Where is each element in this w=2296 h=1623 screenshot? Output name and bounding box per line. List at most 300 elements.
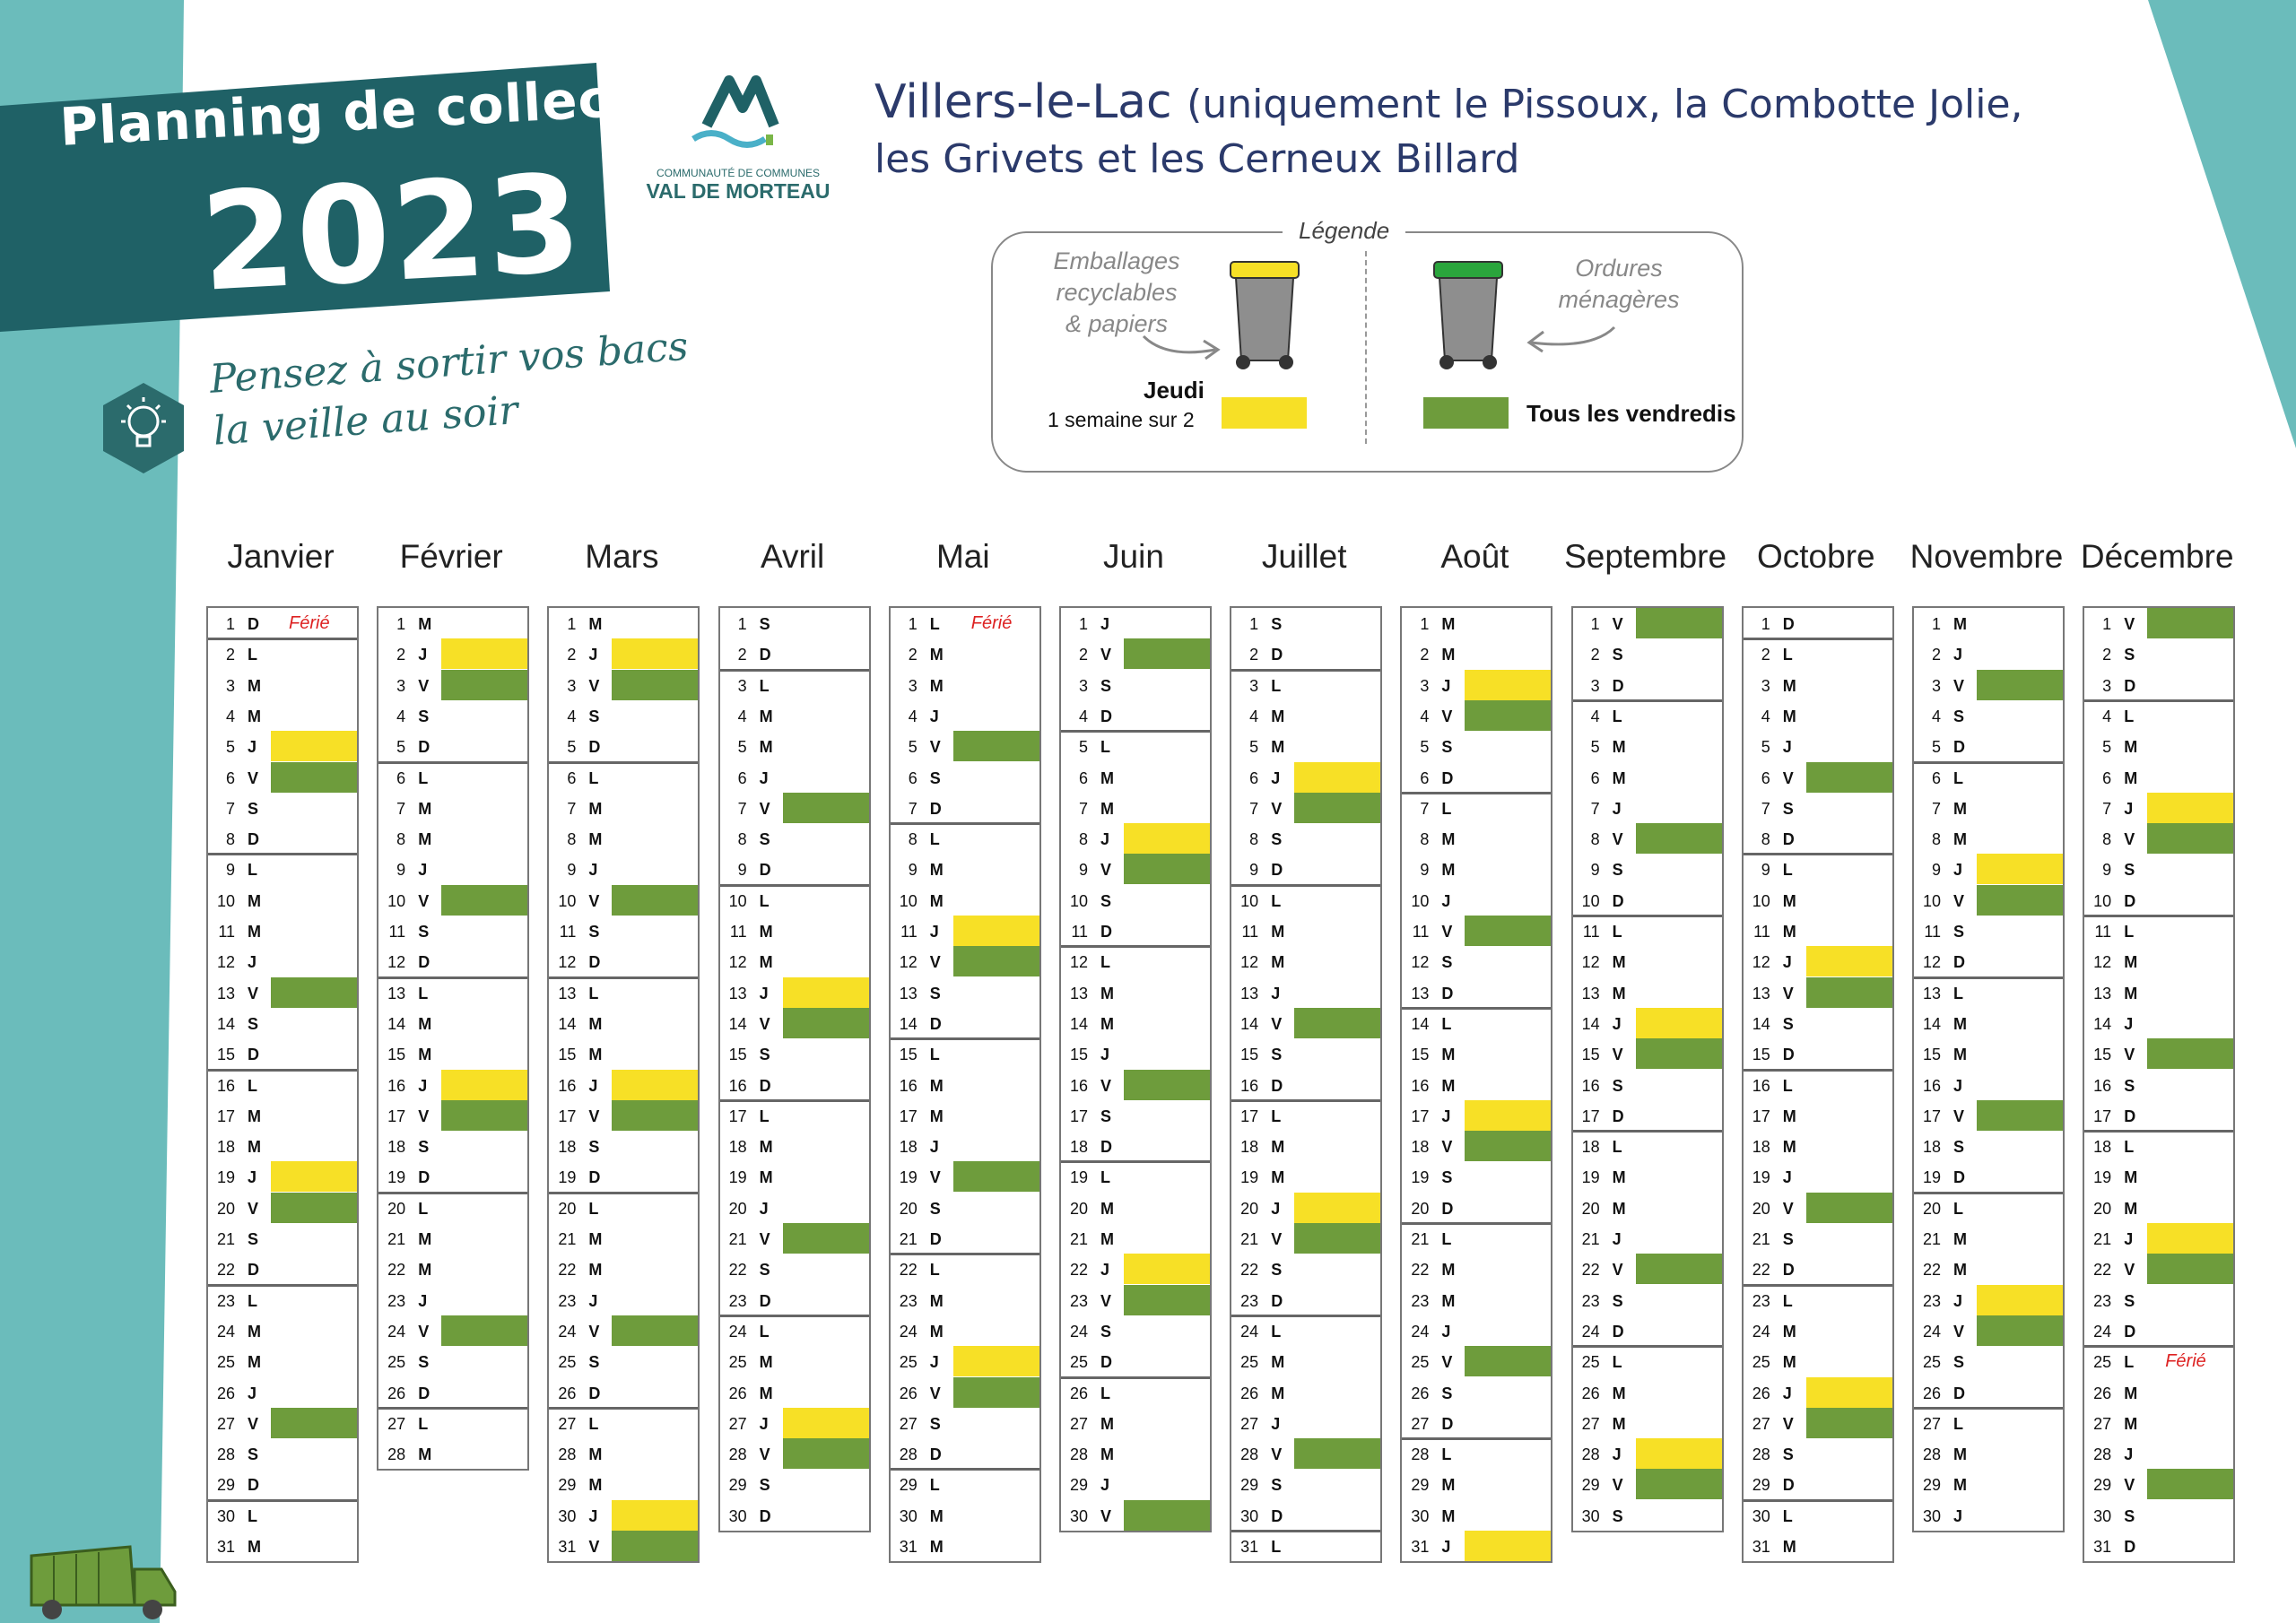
day-row bbox=[378, 1008, 527, 1038]
day-letter: D bbox=[1782, 1261, 1795, 1280]
day-letter: M bbox=[248, 891, 261, 910]
day-row bbox=[2084, 916, 2233, 946]
household-collection-mark bbox=[2147, 1254, 2233, 1284]
day-number: 22 bbox=[216, 1261, 235, 1280]
legend-divider bbox=[1365, 251, 1367, 444]
day-number: 28 bbox=[1411, 1445, 1430, 1464]
day-row bbox=[1402, 1377, 1551, 1408]
day-letter: S bbox=[1271, 1476, 1283, 1495]
day-row bbox=[378, 793, 527, 823]
holiday-label: Férié bbox=[289, 613, 330, 633]
day-letter: M bbox=[1100, 1014, 1114, 1033]
day-letter: J bbox=[759, 1414, 769, 1433]
household-collection-mark bbox=[1806, 1193, 1892, 1223]
day-row bbox=[720, 793, 869, 823]
day-number: 15 bbox=[728, 1046, 747, 1064]
month-name: Mai bbox=[935, 538, 990, 575]
day-letter: M bbox=[1782, 1138, 1796, 1157]
day-row bbox=[208, 916, 357, 946]
day-number: 29 bbox=[1581, 1476, 1600, 1495]
day-number: 3 bbox=[1420, 676, 1430, 695]
day-letter: D bbox=[1782, 1476, 1795, 1495]
day-letter: D bbox=[1100, 1353, 1112, 1372]
day-letter: J bbox=[1612, 1230, 1622, 1248]
day-row bbox=[1573, 1070, 1722, 1100]
day-letter: S bbox=[1441, 1168, 1453, 1187]
day-number: 2 bbox=[2102, 646, 2112, 664]
day-row bbox=[2084, 1285, 2233, 1315]
day-letter: M bbox=[1441, 1261, 1456, 1280]
day-row bbox=[891, 823, 1039, 854]
day-letter: J bbox=[1100, 615, 1110, 633]
day-number: 29 bbox=[1411, 1476, 1430, 1495]
day-row bbox=[720, 731, 869, 761]
day-row bbox=[1402, 1315, 1551, 1346]
day-number: 25 bbox=[387, 1353, 406, 1372]
day-number: 19 bbox=[1752, 1168, 1770, 1187]
household-label-1: Ordures bbox=[1575, 255, 1663, 282]
day-letter: V bbox=[929, 738, 941, 757]
day-number: 2 bbox=[908, 646, 918, 664]
household-collection-mark bbox=[271, 1193, 357, 1223]
day-letter: S bbox=[588, 707, 600, 725]
day-number: 1 bbox=[2102, 615, 2112, 633]
day-number: 30 bbox=[216, 1506, 235, 1525]
day-number: 21 bbox=[387, 1230, 406, 1248]
day-row bbox=[1744, 1408, 1892, 1438]
day-number: 26 bbox=[558, 1384, 577, 1402]
day-row bbox=[891, 1346, 1039, 1376]
day-row bbox=[1914, 762, 2063, 793]
day-number: 3 bbox=[1931, 676, 1941, 695]
yellow-day: Jeudi bbox=[1144, 377, 1205, 404]
day-number: 14 bbox=[2093, 1014, 2112, 1033]
day-number: 1 bbox=[737, 615, 747, 633]
day-letter: J bbox=[929, 707, 939, 725]
month-column bbox=[1059, 606, 1212, 1532]
day-letter: J bbox=[1100, 830, 1110, 849]
day-row bbox=[208, 946, 357, 976]
day-letter: J bbox=[248, 1384, 257, 1402]
day-number: 31 bbox=[1752, 1538, 1770, 1556]
day-number: 17 bbox=[1240, 1107, 1259, 1125]
day-letter: D bbox=[1782, 615, 1795, 633]
day-letter: S bbox=[1782, 799, 1794, 818]
day-letter: V bbox=[588, 1538, 600, 1556]
day-letter: J bbox=[1441, 1538, 1451, 1556]
day-letter: V bbox=[929, 1384, 941, 1402]
day-row bbox=[1231, 793, 1380, 823]
day-number: 18 bbox=[1069, 1138, 1088, 1157]
day-row bbox=[1061, 638, 1210, 669]
household-collection-mark bbox=[1977, 885, 2063, 916]
day-row bbox=[549, 977, 698, 1008]
day-row bbox=[1231, 1161, 1380, 1192]
day-letter: S bbox=[2124, 1291, 2135, 1310]
day-number: 15 bbox=[899, 1046, 918, 1064]
day-row bbox=[1914, 1008, 2063, 1038]
day-number: 8 bbox=[396, 830, 406, 849]
household-collection-mark bbox=[2147, 608, 2233, 638]
day-row bbox=[1061, 1100, 1210, 1131]
day-row bbox=[1061, 1438, 1210, 1469]
household-collection-mark bbox=[1465, 916, 1551, 946]
day-letter: M bbox=[1612, 1384, 1626, 1402]
day-letter: S bbox=[248, 799, 259, 818]
day-letter: D bbox=[1953, 738, 1965, 757]
day-number: 20 bbox=[728, 1199, 747, 1218]
day-row bbox=[720, 823, 869, 854]
yellow-frequency: 1 semaine sur 2 bbox=[1048, 408, 1195, 431]
day-row bbox=[891, 1038, 1039, 1069]
household-collection-mark bbox=[441, 1315, 527, 1346]
day-number: 22 bbox=[1411, 1261, 1430, 1280]
day-row bbox=[1402, 1469, 1551, 1499]
day-row bbox=[891, 1408, 1039, 1438]
day-number: 25 bbox=[1922, 1353, 1941, 1372]
day-row bbox=[378, 885, 527, 916]
day-letter: V bbox=[1100, 1076, 1112, 1095]
day-number: 7 bbox=[1078, 799, 1088, 818]
household-collection-mark bbox=[1636, 823, 1722, 854]
day-row bbox=[1231, 854, 1380, 884]
arrow-icon bbox=[1520, 323, 1619, 359]
day-letter: L bbox=[1441, 1230, 1452, 1248]
day-number: 30 bbox=[2093, 1506, 2112, 1525]
day-letter: M bbox=[929, 1107, 944, 1125]
day-letter: L bbox=[1782, 1076, 1793, 1095]
day-row bbox=[1573, 1223, 1722, 1254]
day-row bbox=[1231, 946, 1380, 976]
day-row bbox=[891, 916, 1039, 946]
day-number: 7 bbox=[2102, 799, 2112, 818]
day-letter: V bbox=[2124, 1261, 2135, 1280]
day-number: 15 bbox=[216, 1046, 235, 1064]
day-row bbox=[1402, 1531, 1551, 1561]
day-letter: S bbox=[1271, 615, 1283, 633]
day-number: 6 bbox=[396, 768, 406, 787]
day-number: 29 bbox=[1069, 1476, 1088, 1495]
day-number: 30 bbox=[1922, 1506, 1941, 1525]
day-row bbox=[1914, 731, 2063, 761]
day-row bbox=[549, 762, 698, 793]
day-letter: M bbox=[1441, 861, 1456, 880]
day-number: 22 bbox=[1240, 1261, 1259, 1280]
day-row bbox=[378, 731, 527, 761]
recycling-label-3: & papiers bbox=[1065, 310, 1169, 337]
day-letter: V bbox=[1782, 1199, 1794, 1218]
day-letter: S bbox=[1782, 1014, 1794, 1033]
day-row bbox=[1914, 1100, 2063, 1131]
day-row bbox=[891, 1131, 1039, 1161]
day-row bbox=[1231, 1377, 1380, 1408]
day-number: 23 bbox=[1240, 1291, 1259, 1310]
day-row bbox=[720, 1285, 869, 1315]
reminder-line-1: Pensez à sortir vos bacs bbox=[208, 323, 690, 403]
day-number: 20 bbox=[387, 1199, 406, 1218]
day-row bbox=[1061, 731, 1210, 761]
day-number: 3 bbox=[2102, 676, 2112, 695]
day-row bbox=[2084, 977, 2233, 1008]
day-letter: M bbox=[1782, 1538, 1796, 1556]
day-row bbox=[1744, 1531, 1892, 1561]
day-number: 23 bbox=[899, 1291, 918, 1310]
day-number: 25 bbox=[216, 1353, 235, 1372]
day-letter: M bbox=[588, 799, 603, 818]
day-number: 28 bbox=[216, 1445, 235, 1464]
day-number: 8 bbox=[2102, 830, 2112, 849]
day-letter: S bbox=[588, 1353, 600, 1372]
day-number: 22 bbox=[2093, 1261, 2112, 1280]
day-letter: V bbox=[1100, 1506, 1112, 1525]
day-row bbox=[1061, 793, 1210, 823]
day-row bbox=[1914, 885, 2063, 916]
day-number: 15 bbox=[1922, 1046, 1941, 1064]
day-number: 7 bbox=[1249, 799, 1259, 818]
day-number: 21 bbox=[1411, 1230, 1430, 1248]
day-number: 10 bbox=[1240, 891, 1259, 910]
day-number: 11 bbox=[729, 923, 747, 941]
day-row bbox=[1573, 1408, 1722, 1438]
day-row bbox=[1744, 638, 1892, 669]
day-row bbox=[1061, 1408, 1210, 1438]
day-number: 25 bbox=[2093, 1353, 2112, 1372]
day-letter: L bbox=[1612, 1138, 1622, 1157]
day-letter: M bbox=[1441, 1506, 1456, 1525]
day-row bbox=[2084, 700, 2233, 731]
day-letter: D bbox=[248, 1261, 259, 1280]
month-name: Mars bbox=[585, 538, 659, 575]
day-letter: V bbox=[1441, 707, 1453, 725]
day-row bbox=[1231, 608, 1380, 638]
day-number: 24 bbox=[1581, 1322, 1600, 1341]
household-collection-mark bbox=[2147, 1038, 2233, 1069]
day-row bbox=[720, 608, 869, 638]
day-letter: J bbox=[1953, 1291, 1963, 1310]
day-number: 2 bbox=[567, 646, 577, 664]
day-row bbox=[891, 1223, 1039, 1254]
day-row bbox=[720, 1469, 869, 1499]
day-row bbox=[720, 885, 869, 916]
day-row bbox=[1573, 885, 1722, 916]
day-number: 25 bbox=[1752, 1353, 1770, 1372]
day-number: 20 bbox=[1411, 1199, 1430, 1218]
day-letter: M bbox=[588, 1261, 603, 1280]
day-number: 22 bbox=[387, 1261, 406, 1280]
day-row bbox=[891, 793, 1039, 823]
day-row bbox=[1402, 700, 1551, 731]
day-number: 6 bbox=[1078, 768, 1088, 787]
day-number: 6 bbox=[225, 768, 235, 787]
day-number: 16 bbox=[1240, 1076, 1259, 1095]
day-number: 3 bbox=[1078, 676, 1088, 695]
day-row bbox=[1914, 1315, 2063, 1346]
day-number: 5 bbox=[908, 738, 918, 757]
household-collection-mark bbox=[1465, 700, 1551, 731]
day-number: 18 bbox=[728, 1138, 747, 1157]
day-number: 18 bbox=[216, 1138, 235, 1157]
day-row bbox=[378, 1315, 527, 1346]
day-row bbox=[720, 946, 869, 976]
day-number: 27 bbox=[1411, 1414, 1430, 1433]
day-number: 13 bbox=[1240, 984, 1259, 1002]
day-letter: D bbox=[759, 646, 771, 664]
day-row bbox=[378, 1070, 527, 1100]
day-number: 9 bbox=[1078, 861, 1088, 880]
day-row bbox=[1402, 1346, 1551, 1376]
day-row bbox=[1061, 700, 1210, 731]
day-letter: S bbox=[1100, 676, 1112, 695]
banner-title: Planning de collecte bbox=[58, 65, 674, 158]
household-collection-mark bbox=[612, 1315, 698, 1346]
day-row bbox=[1061, 977, 1210, 1008]
day-row bbox=[1744, 1377, 1892, 1408]
day-number: 26 bbox=[728, 1384, 747, 1402]
household-collection-mark bbox=[1294, 1008, 1380, 1038]
day-number: 31 bbox=[899, 1538, 918, 1556]
day-number: 24 bbox=[216, 1322, 235, 1341]
day-number: 28 bbox=[2093, 1445, 2112, 1464]
day-number: 22 bbox=[1922, 1261, 1941, 1280]
day-number: 30 bbox=[1411, 1506, 1430, 1525]
day-letter: J bbox=[1782, 1168, 1792, 1187]
day-row bbox=[1231, 1254, 1380, 1284]
day-number: 5 bbox=[1078, 738, 1088, 757]
day-number: 5 bbox=[1249, 738, 1259, 757]
day-row bbox=[1573, 1285, 1722, 1315]
household-collection-mark bbox=[783, 793, 869, 823]
day-letter: J bbox=[588, 1506, 598, 1525]
day-number: 12 bbox=[558, 953, 577, 972]
day-letter: M bbox=[1953, 1014, 1967, 1033]
day-letter: V bbox=[588, 1107, 600, 1125]
day-row bbox=[891, 670, 1039, 700]
month-column bbox=[206, 606, 359, 1563]
day-number: 8 bbox=[1761, 830, 1770, 849]
day-number: 11 bbox=[900, 923, 918, 941]
recycling-collection-mark bbox=[953, 916, 1039, 946]
day-number: 8 bbox=[1249, 830, 1259, 849]
day-row bbox=[2084, 946, 2233, 976]
day-letter: J bbox=[929, 1138, 939, 1157]
day-letter: J bbox=[1953, 861, 1963, 880]
day-letter: J bbox=[929, 1353, 939, 1372]
day-letter: M bbox=[1612, 738, 1626, 757]
day-number: 9 bbox=[567, 861, 577, 880]
day-number: 17 bbox=[1752, 1107, 1770, 1125]
day-number: 5 bbox=[396, 738, 406, 757]
day-letter: M bbox=[1100, 1445, 1114, 1464]
day-letter: L bbox=[2124, 1138, 2135, 1157]
day-letter: D bbox=[1612, 891, 1624, 910]
day-row bbox=[1061, 1161, 1210, 1192]
household-collection-mark bbox=[271, 1408, 357, 1438]
day-number: 11 bbox=[559, 923, 577, 941]
recycling-collection-mark bbox=[441, 1070, 527, 1100]
day-letter: L bbox=[1612, 707, 1622, 725]
day-number: 26 bbox=[2093, 1384, 2112, 1402]
household-collection-mark bbox=[1636, 1469, 1722, 1499]
day-row bbox=[549, 1131, 698, 1161]
day-letter: L bbox=[1100, 738, 1110, 757]
day-letter: J bbox=[1271, 768, 1281, 787]
day-letter: L bbox=[588, 984, 599, 1002]
day-row bbox=[1402, 916, 1551, 946]
month-name: Juillet bbox=[1261, 538, 1347, 575]
day-number: 18 bbox=[558, 1138, 577, 1157]
day-number: 27 bbox=[1069, 1414, 1088, 1433]
day-letter: D bbox=[1441, 1414, 1454, 1433]
day-letter: V bbox=[1612, 615, 1623, 633]
day-row bbox=[891, 1285, 1039, 1315]
day-letter: M bbox=[588, 1476, 603, 1495]
day-letter: V bbox=[248, 1414, 259, 1433]
day-letter: M bbox=[759, 1138, 773, 1157]
day-letter: J bbox=[1100, 1476, 1110, 1495]
day-letter: D bbox=[1100, 707, 1112, 725]
day-row bbox=[549, 731, 698, 761]
day-letter: M bbox=[2124, 1384, 2138, 1402]
day-row bbox=[720, 1254, 869, 1284]
day-row bbox=[720, 1070, 869, 1100]
day-row bbox=[1061, 885, 1210, 916]
day-row bbox=[1231, 1285, 1380, 1315]
day-letter: D bbox=[1441, 768, 1454, 787]
day-number: 1 bbox=[1078, 615, 1088, 633]
day-number: 4 bbox=[1931, 707, 1941, 725]
day-row bbox=[1573, 608, 1722, 638]
day-row bbox=[2084, 1100, 2233, 1131]
day-letter: V bbox=[1100, 1291, 1112, 1310]
day-number: 5 bbox=[1590, 738, 1600, 757]
day-number: 9 bbox=[396, 861, 406, 880]
day-row bbox=[549, 1346, 698, 1376]
day-row bbox=[1231, 1315, 1380, 1346]
day-letter: S bbox=[2124, 646, 2135, 664]
day-number: 12 bbox=[1752, 953, 1770, 972]
day-row bbox=[208, 638, 357, 669]
day-letter: M bbox=[1441, 1291, 1456, 1310]
recycling-collection-mark bbox=[2147, 793, 2233, 823]
day-number: 12 bbox=[216, 953, 235, 972]
day-row bbox=[378, 670, 527, 700]
household-collection-mark bbox=[2147, 1469, 2233, 1499]
day-row bbox=[1402, 1438, 1551, 1469]
day-row bbox=[2084, 1008, 2233, 1038]
day-letter: M bbox=[2124, 738, 2138, 757]
day-row bbox=[1573, 1100, 1722, 1131]
day-number: 27 bbox=[728, 1414, 747, 1433]
day-number: 21 bbox=[1922, 1230, 1941, 1248]
day-row bbox=[208, 1285, 357, 1315]
day-row bbox=[1914, 1377, 2063, 1408]
day-row bbox=[1744, 731, 1892, 761]
day-row bbox=[1061, 823, 1210, 854]
day-number: 12 bbox=[1240, 953, 1259, 972]
day-letter: M bbox=[929, 676, 944, 695]
day-letter: V bbox=[1953, 1322, 1965, 1341]
day-number: 14 bbox=[728, 1014, 747, 1033]
day-number: 3 bbox=[737, 676, 747, 695]
day-row bbox=[1402, 1254, 1551, 1284]
day-row bbox=[1573, 977, 1722, 1008]
day-number: 27 bbox=[1922, 1414, 1941, 1433]
day-row bbox=[1573, 670, 1722, 700]
day-number: 25 bbox=[1069, 1353, 1088, 1372]
household-collection-mark bbox=[612, 670, 698, 700]
day-number: 13 bbox=[216, 984, 235, 1002]
day-letter: J bbox=[588, 1076, 598, 1095]
